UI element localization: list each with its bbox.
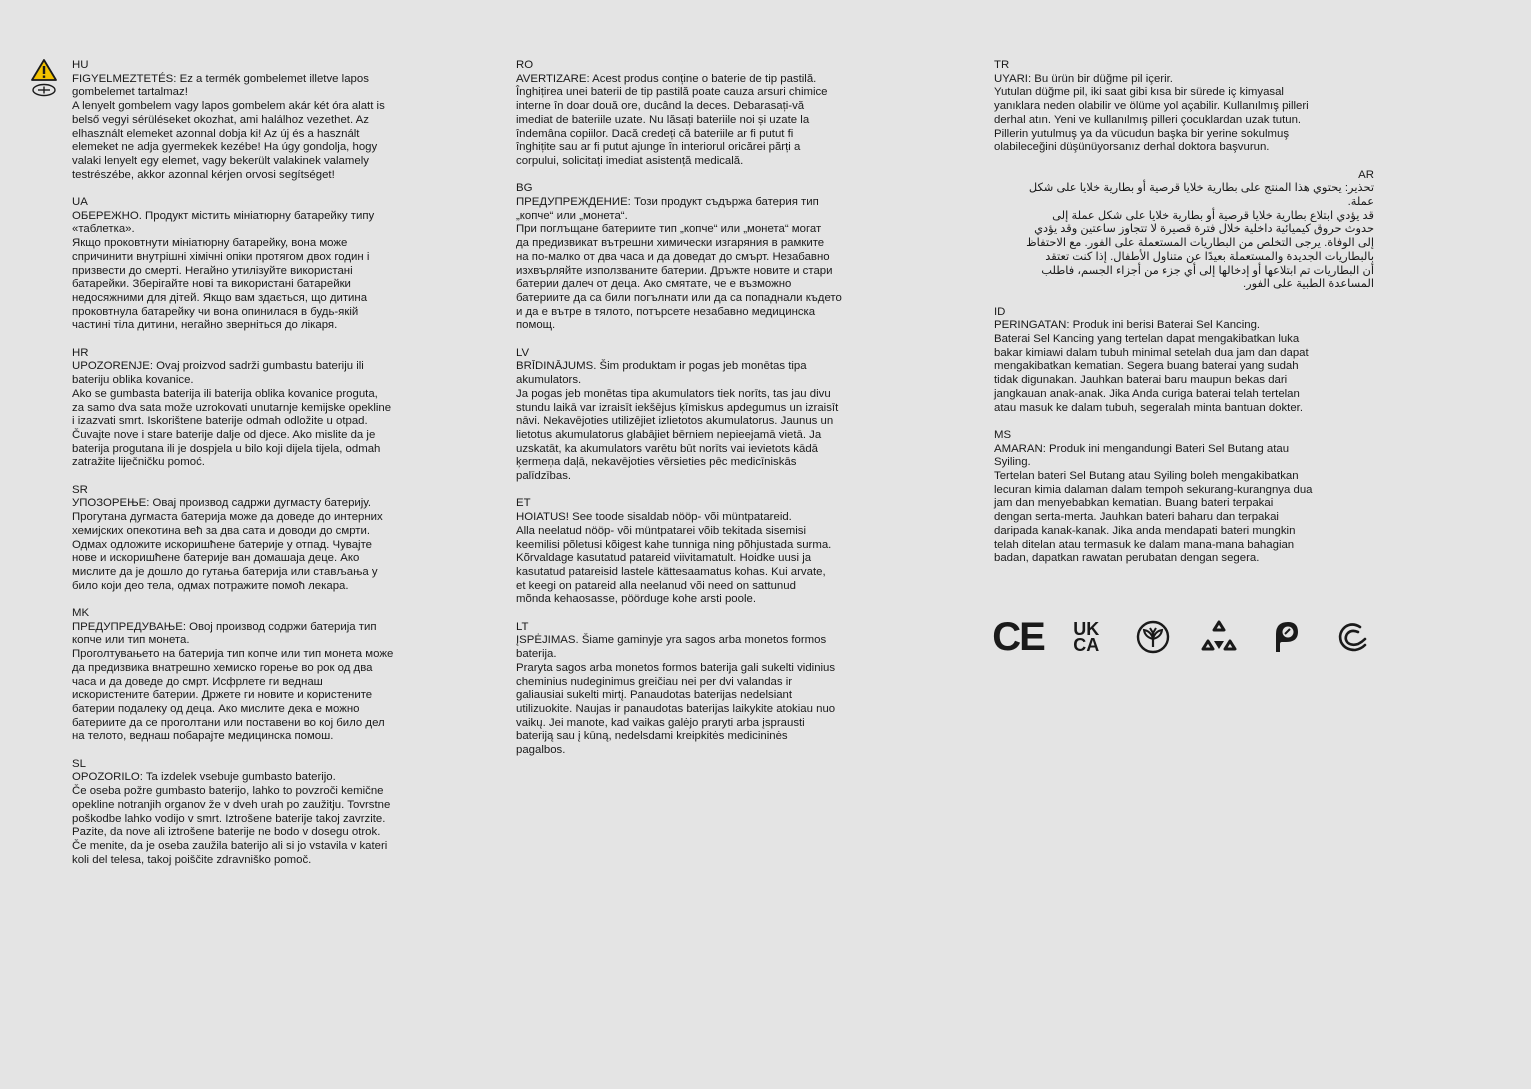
warning-body: Praryta sagos arba monetos formos baterija gali sukelti vidinius cheminius nudeginimus greičiau nei per dvi valandas ir galiausiai sukelti mirtį. Panaudotas baterijas nedelsiant utilizuokite. Naujas ir panaudotas baterijas laikykite atokiau nuo vaikų. Jei manote, kad vaikas galėjo praryti arba įsprausti bateriją sau į kūną, nedelsdami kreipkitės medicininės pagalbos.: [516, 661, 836, 757]
section-ar: [994, 169, 1374, 292]
warning-body: Înghițirea unei baterii de tip pastilă poate cauza arsuri chimice interne în doar două ore, ducând la deces. Debarasați-vă imediat de bateriile uzate. Nu lăsați bateriile noi și uzate la îndemâna copiilor. Dacă credeți că bateriile ar fi putut fi înghițite sau ar fi putut ajunge în interiorul oricărei părți a corpului, solicitați imediat asistență medicală.: [516, 86, 828, 167]
warning-heading: AVERTIZARE: Acest produs conține o baterie de tip pastilă.: [516, 72, 817, 85]
language-code: MK: [72, 607, 90, 620]
warning-body: A lenyelt gombelem vagy lapos gombelem akár két óra alatt is belső vegyi sérüléseket okozhat, ami halálhoz vezethet. Az elhasznált elemeket azonnal dobja ki! Az új és a használt elemeket ne adja gyermekek kezébe! Ha úgy gondolja, hogy valaki lenyelt egy elemet, vagy bekerült valakinek valamely testrészébe, akkor azonnal kérjen orvosi segítséget!: [72, 100, 385, 181]
section-ro: [516, 59, 901, 169]
alert-icons: [30, 58, 58, 97]
ce-mark-icon: [994, 615, 1042, 659]
section-et: [516, 497, 901, 607]
certification-marks: [994, 612, 1374, 662]
warning-heading: ĮSPĖJIMAS. Šiame gaminyje yra sagos arba monetos formos baterija.: [516, 634, 827, 661]
section-mk: [72, 607, 457, 744]
warning-heading: FIGYELMEZTETÉS: Ez a termék gombelemet illetve lapos gombelemet tartalmaz!: [72, 72, 369, 99]
coin-battery-icon: [30, 83, 58, 97]
warning-triangle-icon: [30, 58, 58, 82]
section-bg: [516, 182, 901, 333]
column-right: [994, 59, 1374, 580]
warning-body: Ja pogas jeb monētas tipa akumulators tiek norīts, tas jau divu stundu laikā var izraisīt iekšējus ķīmiskus apdegumus un izraisīt nāvi. Nekavējoties utilizējiet izlietotos akumulatorus. Jaunus un lietotus akumulatorus glabājiet bērniem nepieejamā vietā. Ja uzskatāt, ka akumulators varētu būt norīts vai ievietots kādā ķermeņa daļā, nekavējoties vērsieties pēc medicīniskās palīdzības.: [516, 387, 839, 483]
language-code: HU: [72, 59, 89, 71]
warning-heading: BRĪDINĀJUMS. Šim produktam ir pogas jeb monētas tipa akumulators.: [516, 360, 807, 387]
warning-body: Yutulan düğme pil, iki saat gibi kısa bir sürede iç kimyasal yanıklara neden olabilir ve ölüme yol açabilir. Kullanılmış pilleri derhal atın. Yeni ve kullanılmış pilleri çocuklardan uzak tutun. Pillerin yutulmuş ya da vücudun başka bir yerine sokulmuş olabileceğini düşünüyorsanız derhal doktora başvurun.: [994, 86, 1309, 154]
warning-heading: ПРЕДУПРЕЖДЕНИЕ: Този продукт съдържа батерия тип „копче“ или „монета“.: [516, 196, 819, 222]
section-lv: [516, 347, 901, 484]
language-code: SL: [72, 757, 86, 770]
warning-heading: PERINGATAN: Produk ini berisi Baterai Sel Kancing.: [994, 319, 1261, 332]
warning-body: Če oseba požre gumbasto baterijo, lahko to povzroči kemične opekline notranjih organov že v dveh urah po zaužitju. Tovrstne poškodbe lahko vodijo v smrt. Iztrošene baterije takoj zavrzite. Pazite, da nove ali iztrošene baterije ne bodo v dosegu otrok. Če menite, da je oseba zaužila baterijo ali si jo vstavila v kateri koli del telesa, takoj poiščite zdravniško pomoč.: [72, 785, 391, 866]
warning-heading: ОБЕРЕЖНО. Продукт містить мініатюрну батарейку типу «таблетка».: [72, 209, 375, 236]
warning-heading: AMARAN: Produk ini mengandungi Bateri Sel Butang atau Syiling.: [994, 442, 1290, 469]
warning-heading: تحذير: يحتوي هذا المنتج على بطارية خلايا قرصية أو بطارية خلايا على شكل عملة.: [1028, 182, 1374, 209]
recycle-triangles-icon: [1197, 615, 1241, 659]
section-sr: [72, 484, 457, 594]
ukca-bottom-label: CA: [1073, 635, 1100, 655]
section-sl: [72, 758, 457, 868]
language-code: ET: [516, 497, 531, 510]
section-id: [994, 306, 1374, 416]
section-tr: [994, 59, 1374, 155]
warning-body: Прогутана дугмаста батерија може да доведе до интерних хемијских опекотина већ за два сата и доводи до смрти. Одмах одложите искоришћене батерије у отпад. Чувајте нове и искоришћене батерије ван домашаја деце. Ако мислите да је дошло до гутања батерија или стављања у било који део тела, одмах потражите помоћ лекара.: [72, 511, 383, 592]
warning-body: Baterai Sel Kancing yang tertelan dapat mengakibatkan luka bakar kimiawi dalam tubuh minimal setelah dua jam dan dapat mengakibatkan kematian. Segera buang baterai yang sudah tidak digunakan. Jauhkan baterai baru maupun bekas dari jangkauan anak-anak. Jika Anda curiga baterai telah tertelan atau masuk ke dalam tubuh, segeralah minta bantuan dokter.: [994, 333, 1309, 414]
section-hu: [72, 59, 457, 182]
warning-body: Ako se gumbasta baterija ili baterija oblika kovanice proguta, za samo dva sata može uzrokovati unutarnje kemijske opekline i izazvati smrt. Iskorištene baterije odmah odložite u otpad. Čuvajte nove i stare baterije dalje od djece. Ako mislite da je baterija progutana ili je dospjela u bilo koji dijela tijela, odmah zatražite liječničku pomoć.: [72, 387, 392, 469]
ce-mark-label: CE: [992, 615, 1044, 659]
warning-heading: HOIATUS! See toode sisaldab nööp- või müntpatareid.: [516, 511, 792, 524]
ukca-mark-icon: [1064, 615, 1108, 659]
language-code: AR: [1358, 168, 1374, 181]
ukca-top-label: UK: [1073, 618, 1100, 639]
language-code: RO: [516, 59, 534, 71]
language-code: SR: [72, 483, 88, 496]
warning-heading: ПРЕДУПРЕДУВАЊЕ: Овој производ содржи батерија тип копче или тип монета.: [72, 620, 377, 647]
warning-heading: УПОЗОРЕЊЕ: Овај производ садржи дугмасту батерију.: [72, 497, 372, 510]
language-code: LT: [516, 620, 529, 633]
section-ms: [994, 429, 1374, 566]
language-code: TR: [994, 59, 1010, 71]
section-lt: [516, 621, 901, 758]
warning-body: Alla neelatud nööp- või müntpatarei võib tekitada sisemisi keemilisi põletusi kõigest kahe tunniga ning põhjustada surma. Kõrvaldage kasutatud patareid viivitamatult. Hoidke uusi ja kasutatud patareisid lastele kättesaamatus kohas. Kui arvate, et keegi on patareid alla neelanud või need on sattunud mõnda kehaosasse, pöörduge kohe arsti poole.: [516, 524, 832, 606]
column-middle: [516, 59, 901, 771]
language-code: HR: [72, 346, 89, 359]
warning-body: Проголтувањето на батерија тип копче или тип монета може да предизвика внатрешно хемиско горење во рок од два часа и да доведе до смрт. Исфрлете ги веднаш искористените батерии. Држете ги новите и користените батерии подалеку од деца. Ако мислите дека е можно батериите да се проголтани или поставени во кој било дел на телото, веднаш побарајте медицинска помош.: [72, 648, 394, 743]
warning-body: قد يؤدي ابتلاع بطارية خلايا قرصية أو بطارية خلايا على شكل عملة إلى حدوث حروق كيميائية داخلية خلال فترة قصيرة لا تتجاوز ساعتين وقد يؤدي إلى الوفاة. يرجى التخلص من البطاريات المستعملة على الفور. مع الاحتفاظ بالبطاريات الجديدة والمستعملة بعيدًا عن متناول الأطفال. إذا كنت تعتقد أن البطاريات تم ابتلاعها أو إدخالها إلى أي جزء من أجزاء الجسم، فاطلب المساعدة الطبية على الفور.: [1026, 209, 1374, 291]
warning-heading: OPOZORILO: Ta izdelek vsebuje gumbasto baterijo.: [72, 771, 336, 784]
language-code: UA: [72, 196, 88, 209]
language-code: ID: [994, 305, 1006, 318]
warning-body: Tertelan bateri Sel Butang atau Syiling boleh mengakibatkan lecuran kimia dalaman dalam tempoh sekurang-kurangnya dua jam dan menyebabkan kematian. Buang bateri terpakai dengan serta-merta. Jauhkan bateri baharu dan terpakai daripada kanak-kanak. Jika anda mendapati bateri mungkin telah ditelan atau termasuk ke dalam mana-mana bahagian badan, dapatkan rawatan perubatan dengan segera.: [994, 470, 1313, 565]
section-ua: [72, 196, 457, 333]
language-code: MS: [994, 428, 1012, 441]
language-code: LV: [516, 346, 530, 359]
section-hr: [72, 347, 457, 470]
warning-body: Якщо проковтнути мініатюрну батарейку, вона може спричинити внутрішні хімічні опіки протягом двох годин і призвести до смерті. Негайно утилізуйте використані батарейки. Зберігайте нові та використані батарейки недосяжними для дітей. Якщо вам здається, що дитина проковтнула батарейку чи вона опинилася в будь-якій частині тіла дитини, негайно зверніться до лікаря.: [72, 237, 370, 332]
warning-body: При поглъщане батериите тип „копче“ или „монета“ могат да предизвикат вътрешни химически изгаряния в рамките на по-малко от два часа и да доведат до смърт. Незабавно изхвърляйте използваните батерии. Дръжте новите и стари батерии далеч от деца. Ако смятате, че е възможно батериите да са били погълнати или да са попаднали където и да е вътре в тялото, потърсете незабавно медицинска помощ.: [516, 223, 842, 332]
recycling-leaf-mark-icon: [1263, 615, 1307, 659]
warning-heading: UPOZORENJE: Ovaj proizvod sadrži gumbastu bateriju ili bateriju oblika kovanice.: [72, 360, 364, 387]
column-left: [72, 59, 457, 881]
language-code: BG: [516, 182, 533, 195]
warning-heading: UYARI: Bu ürün bir düğme pil içerir.: [994, 72, 1173, 85]
eac-plant-mark-icon: [1130, 615, 1174, 659]
triman-mark-icon: [1330, 615, 1374, 659]
